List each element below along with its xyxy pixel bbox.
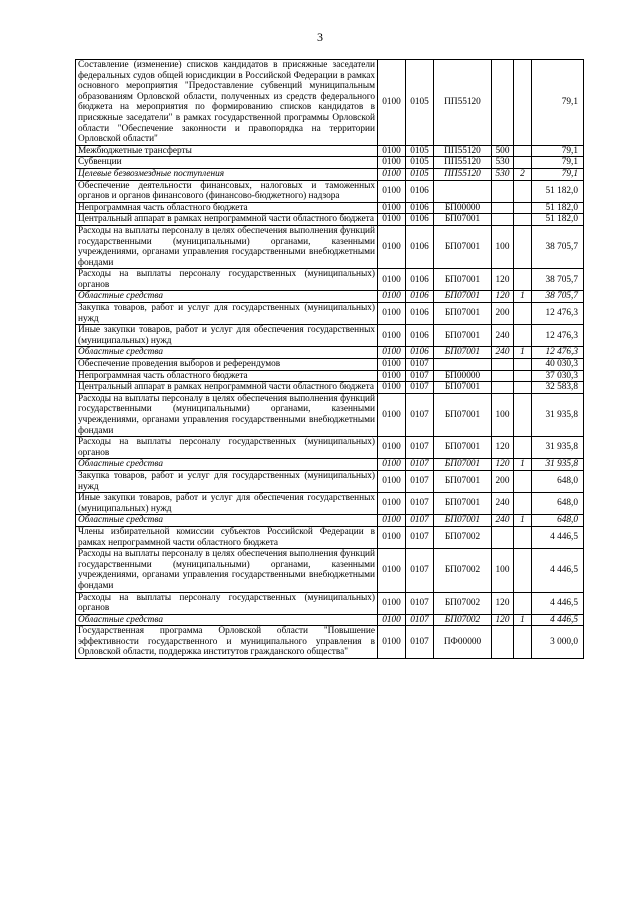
cell-subsection-code: 0106 (406, 202, 434, 214)
cell-target-article: БП07002 (434, 526, 492, 548)
cell-funding-source (514, 626, 532, 659)
cell-funding-source (514, 269, 532, 291)
cell-subsection-code: 0107 (406, 470, 434, 492)
cell-funding-source (514, 202, 532, 214)
cell-subsection-code: 0107 (406, 359, 434, 371)
cell-amount: 31 935,8 (532, 393, 584, 436)
row-name: Расходы на выплаты персоналу государственных (муниципальных) органов (76, 437, 378, 459)
cell-amount: 51 182,0 (532, 214, 584, 226)
table-row (76, 437, 584, 459)
row-name: Обеспечение проведения выборов и референдумов (76, 359, 378, 371)
cell-target-article: БП00000 (434, 202, 492, 214)
cell-funding-source (514, 470, 532, 492)
cell-amount: 32 583,8 (532, 382, 584, 394)
cell-section-code: 0100 (378, 291, 406, 303)
table-row (76, 526, 584, 548)
cell-amount: 40 030,3 (532, 359, 584, 371)
row-name: Расходы на выплаты персоналу в целях обеспечения выполнения функций государственными (муниципальными) органами, казенными учреждениями, органами управления государственными внебюджетными фондами (76, 549, 378, 592)
cell-amount: 79,1 (532, 157, 584, 169)
cell-subsection-code: 0106 (406, 325, 434, 347)
cell-subsection-code: 0105 (406, 157, 434, 169)
cell-section-code: 0100 (378, 370, 406, 382)
cell-amount: 79,1 (532, 60, 584, 146)
cell-section-code: 0100 (378, 347, 406, 359)
cell-amount: 31 935,8 (532, 459, 584, 471)
cell-funding-source (514, 592, 532, 614)
row-name: Иные закупки товаров, работ и услуг для обеспечения государственных (муниципальных) нужд (76, 493, 378, 515)
cell-expense-type: 530 (492, 157, 514, 169)
cell-funding-source (514, 180, 532, 202)
cell-funding-source: 1 (514, 347, 532, 359)
cell-expense-type: 240 (492, 347, 514, 359)
cell-expense-type: 240 (492, 515, 514, 527)
cell-section-code: 0100 (378, 437, 406, 459)
cell-target-article: ПП55120 (434, 168, 492, 180)
cell-expense-type: 100 (492, 549, 514, 592)
cell-expense-type: 100 (492, 393, 514, 436)
cell-expense-type: 200 (492, 303, 514, 325)
cell-target-article (434, 180, 492, 202)
cell-target-article: БП07002 (434, 592, 492, 614)
cell-amount: 12 476,3 (532, 303, 584, 325)
budget-table (75, 59, 584, 659)
table-row (76, 202, 584, 214)
cell-amount: 38 705,7 (532, 269, 584, 291)
row-name: Непрограммная часть областного бюджета (76, 202, 378, 214)
cell-subsection-code: 0106 (406, 291, 434, 303)
cell-expense-type (492, 626, 514, 659)
cell-amount: 3 000,0 (532, 626, 584, 659)
row-name: Расходы на выплаты персоналу в целях обеспечения выполнения функций государственными (муниципальными) органами, казенными учреждениями, органами управления государственными внебюджетными фондами (76, 225, 378, 268)
row-name: Межбюджетные трансферты (76, 145, 378, 157)
cell-subsection-code: 0105 (406, 168, 434, 180)
cell-section-code: 0100 (378, 493, 406, 515)
cell-funding-source: 2 (514, 168, 532, 180)
row-name: Целевые безвозмездные поступления (76, 168, 378, 180)
cell-section-code: 0100 (378, 459, 406, 471)
cell-funding-source (514, 325, 532, 347)
cell-subsection-code: 0106 (406, 180, 434, 202)
cell-subsection-code: 0107 (406, 515, 434, 527)
cell-target-article: ПП55120 (434, 157, 492, 169)
cell-target-article: БП07001 (434, 347, 492, 359)
cell-section-code: 0100 (378, 515, 406, 527)
table-row (76, 214, 584, 226)
cell-target-article: БП07001 (434, 493, 492, 515)
row-name: Областные средства (76, 459, 378, 471)
cell-subsection-code: 0106 (406, 214, 434, 226)
table-row (76, 370, 584, 382)
table-row (76, 269, 584, 291)
cell-funding-source (514, 437, 532, 459)
cell-amount: 4 446,5 (532, 549, 584, 592)
cell-target-article: БП00000 (434, 370, 492, 382)
cell-expense-type (492, 370, 514, 382)
cell-target-article: БП07001 (434, 291, 492, 303)
cell-expense-type (492, 526, 514, 548)
cell-expense-type: 120 (492, 614, 514, 626)
cell-funding-source: 1 (514, 459, 532, 471)
cell-amount: 79,1 (532, 168, 584, 180)
cell-subsection-code: 0107 (406, 526, 434, 548)
cell-funding-source (514, 382, 532, 394)
cell-subsection-code: 0106 (406, 225, 434, 268)
row-name: Областные средства (76, 291, 378, 303)
cell-section-code: 0100 (378, 145, 406, 157)
row-name: Субвенции (76, 157, 378, 169)
cell-subsection-code: 0107 (406, 614, 434, 626)
cell-target-article: БП07002 (434, 614, 492, 626)
cell-target-article: БП07001 (434, 470, 492, 492)
cell-subsection-code: 0105 (406, 145, 434, 157)
cell-section-code: 0100 (378, 325, 406, 347)
row-name: Областные средства (76, 347, 378, 359)
cell-expense-type: 530 (492, 168, 514, 180)
cell-amount: 38 705,7 (532, 291, 584, 303)
cell-target-article: БП07001 (434, 225, 492, 268)
cell-amount: 51 182,0 (532, 180, 584, 202)
cell-section-code: 0100 (378, 60, 406, 146)
cell-section-code: 0100 (378, 382, 406, 394)
table-row (76, 303, 584, 325)
cell-funding-source (514, 549, 532, 592)
cell-section-code: 0100 (378, 303, 406, 325)
table-row (76, 347, 584, 359)
cell-expense-type: 240 (492, 325, 514, 347)
cell-funding-source: 1 (514, 614, 532, 626)
cell-subsection-code: 0106 (406, 347, 434, 359)
cell-amount: 12 476,3 (532, 347, 584, 359)
cell-funding-source (514, 145, 532, 157)
cell-funding-source (514, 493, 532, 515)
row-name: Расходы на выплаты персоналу государственных (муниципальных) органов (76, 592, 378, 614)
cell-section-code: 0100 (378, 626, 406, 659)
cell-funding-source: 1 (514, 291, 532, 303)
cell-section-code: 0100 (378, 393, 406, 436)
table-row (76, 614, 584, 626)
cell-target-article: БП07001 (434, 325, 492, 347)
cell-expense-type (492, 202, 514, 214)
table-row (76, 515, 584, 527)
cell-subsection-code: 0107 (406, 493, 434, 515)
row-name: Обеспечение деятельности финансовых, налоговых и таможенных органов и органов финансового (финансово-бюджетного) надзора (76, 180, 378, 202)
cell-amount: 648,0 (532, 470, 584, 492)
table-row (76, 145, 584, 157)
cell-amount: 79,1 (532, 145, 584, 157)
cell-expense-type: 120 (492, 592, 514, 614)
table-row (76, 459, 584, 471)
row-name: Закупка товаров, работ и услуг для государственных (муниципальных) нужд (76, 470, 378, 492)
cell-expense-type (492, 180, 514, 202)
cell-target-article: БП07001 (434, 393, 492, 436)
cell-expense-type (492, 214, 514, 226)
cell-amount: 648,0 (532, 515, 584, 527)
cell-subsection-code: 0107 (406, 382, 434, 394)
cell-section-code: 0100 (378, 157, 406, 169)
cell-section-code: 0100 (378, 549, 406, 592)
cell-amount: 38 705,7 (532, 225, 584, 268)
row-name: Составление (изменение) списков кандидатов в присяжные заседатели федеральных судов общей юрисдикции в Российской Федерации в рамках основного мероприятия "Предоставление субвенций муниципальным образованиям Орловской области, полученных из средств федерального бюджета на мероприятия по формированию списков кандидатов в присяжные заседатели" в рамках государственной программы Орловской области "Обеспечение законности и правопорядка на территории Орловской области" (76, 60, 378, 146)
cell-subsection-code: 0106 (406, 303, 434, 325)
cell-amount: 37 030,3 (532, 370, 584, 382)
cell-subsection-code: 0107 (406, 549, 434, 592)
cell-section-code: 0100 (378, 614, 406, 626)
table-row (76, 470, 584, 492)
cell-section-code: 0100 (378, 269, 406, 291)
cell-target-article: БП07001 (434, 382, 492, 394)
cell-funding-source (514, 157, 532, 169)
cell-expense-type: 240 (492, 493, 514, 515)
row-name: Центральный аппарат в рамках непрограммной части областного бюджета (76, 382, 378, 394)
cell-subsection-code: 0107 (406, 626, 434, 659)
cell-target-article: БП07001 (434, 459, 492, 471)
row-name: Непрограммная часть областного бюджета (76, 370, 378, 382)
cell-target-article: БП07001 (434, 214, 492, 226)
cell-expense-type (492, 382, 514, 394)
table-row (76, 359, 584, 371)
table-row (76, 180, 584, 202)
cell-subsection-code: 0107 (406, 393, 434, 436)
cell-expense-type: 500 (492, 145, 514, 157)
cell-subsection-code: 0107 (406, 437, 434, 459)
cell-section-code: 0100 (378, 214, 406, 226)
cell-section-code: 0100 (378, 168, 406, 180)
cell-subsection-code: 0107 (406, 370, 434, 382)
cell-amount: 648,0 (532, 493, 584, 515)
table-row (76, 493, 584, 515)
page-number: 3 (317, 30, 323, 44)
cell-funding-source (514, 60, 532, 146)
row-name: Областные средства (76, 614, 378, 626)
cell-section-code: 0100 (378, 202, 406, 214)
table-row (76, 225, 584, 268)
cell-amount: 4 446,5 (532, 526, 584, 548)
cell-section-code: 0100 (378, 225, 406, 268)
cell-expense-type: 120 (492, 269, 514, 291)
cell-funding-source (514, 225, 532, 268)
table-body (76, 60, 584, 659)
table-row (76, 393, 584, 436)
cell-amount: 4 446,5 (532, 592, 584, 614)
row-name: Закупка товаров, работ и услуг для государственных (муниципальных) нужд (76, 303, 378, 325)
table-row (76, 592, 584, 614)
row-name: Члены избирательной комиссии субъектов Российской Федерации в рамках непрограммной части областного бюджета (76, 526, 378, 548)
cell-expense-type: 200 (492, 470, 514, 492)
cell-amount: 31 935,8 (532, 437, 584, 459)
cell-subsection-code: 0106 (406, 269, 434, 291)
cell-section-code: 0100 (378, 526, 406, 548)
table-row (76, 291, 584, 303)
cell-expense-type: 120 (492, 437, 514, 459)
table-row (76, 157, 584, 169)
cell-expense-type: 100 (492, 225, 514, 268)
cell-section-code: 0100 (378, 180, 406, 202)
cell-expense-type: 120 (492, 291, 514, 303)
cell-target-article: ПФ00000 (434, 626, 492, 659)
cell-expense-type (492, 359, 514, 371)
row-name: Центральный аппарат в рамках непрограммной части областного бюджета (76, 214, 378, 226)
cell-target-article: ПП55120 (434, 60, 492, 146)
cell-amount: 51 182,0 (532, 202, 584, 214)
cell-subsection-code: 0107 (406, 592, 434, 614)
cell-target-article: БП07001 (434, 437, 492, 459)
cell-funding-source (514, 526, 532, 548)
cell-section-code: 0100 (378, 470, 406, 492)
cell-funding-source (514, 393, 532, 436)
row-name: Государственная программа Орловской области "Повышение эффективности государственного и муниципального управления в Орловской области, поддержка институтов гражданского общества" (76, 626, 378, 659)
table-row (76, 626, 584, 659)
row-name: Расходы на выплаты персоналу государственных (муниципальных) органов (76, 269, 378, 291)
cell-funding-source (514, 214, 532, 226)
cell-expense-type: 120 (492, 459, 514, 471)
cell-expense-type (492, 60, 514, 146)
table-row (76, 168, 584, 180)
cell-target-article: ПП55120 (434, 145, 492, 157)
cell-funding-source (514, 303, 532, 325)
cell-section-code: 0100 (378, 592, 406, 614)
table-row (76, 549, 584, 592)
cell-funding-source (514, 359, 532, 371)
table-row (76, 382, 584, 394)
cell-target-article: БП07001 (434, 515, 492, 527)
cell-target-article: БП07001 (434, 269, 492, 291)
cell-target-article (434, 359, 492, 371)
cell-target-article: БП07001 (434, 303, 492, 325)
cell-amount: 4 446,5 (532, 614, 584, 626)
table-row (76, 325, 584, 347)
cell-amount: 12 476,3 (532, 325, 584, 347)
row-name: Областные средства (76, 515, 378, 527)
cell-target-article: БП07002 (434, 549, 492, 592)
cell-subsection-code: 0107 (406, 459, 434, 471)
cell-funding-source: 1 (514, 515, 532, 527)
cell-section-code: 0100 (378, 359, 406, 371)
table-row (76, 60, 584, 146)
row-name: Иные закупки товаров, работ и услуг для обеспечения государственных (муниципальных) нужд (76, 325, 378, 347)
cell-subsection-code: 0105 (406, 60, 434, 146)
row-name: Расходы на выплаты персоналу в целях обеспечения выполнения функций государственными (муниципальными) органами, казенными учреждениями, органами управления государственными внебюджетными фондами (76, 393, 378, 436)
cell-funding-source (514, 370, 532, 382)
